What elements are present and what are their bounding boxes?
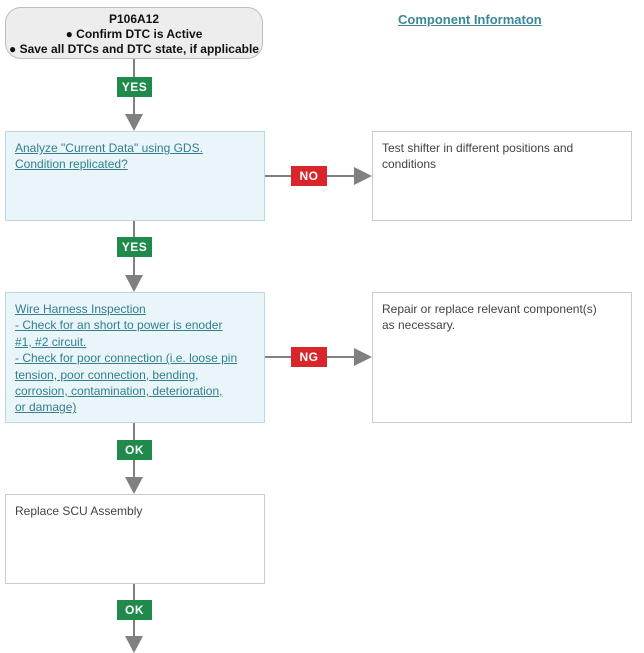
wire-harness-line-4: tension, poor connection, bending, — [15, 367, 199, 382]
confirm-dtc-active-text: ● Confirm DTC is Active — [65, 27, 203, 41]
step-test-shifter — [372, 131, 632, 221]
step-test-shifter-line-2: conditions — [382, 157, 437, 172]
step-analyze-current-data-line-1: Analyze "Current Data" using GDS. — [15, 141, 203, 155]
step-repair-line-1: Repair or replace relevant component(s) — [382, 302, 597, 316]
no-badge-1: NO — [291, 166, 327, 186]
component-information-link[interactable]: Component Informaton — [398, 12, 542, 27]
wire-harness-line-6: or damage) — [15, 400, 77, 415]
save-dtcs-text: ● Save all DTCs and DTC state, if applicable — [9, 42, 259, 56]
arrowhead-to-shifter-test — [354, 167, 372, 185]
yes-badge-2: YES — [117, 237, 152, 257]
arrowhead-to-wire-harness — [125, 275, 143, 292]
wire-harness-line-1: - Check for an short to power is enoder — [15, 318, 223, 333]
wire-harness-title: Wire Harness Inspection — [15, 302, 146, 316]
dtc-code: P106A12 — [108, 12, 160, 26]
arrowhead-down — [125, 636, 143, 653]
arrowhead-to-current-data — [125, 114, 143, 131]
start-node-dtc-check — [5, 7, 263, 59]
step-test-shifter-line-1: Test shifter in different positions and — [382, 141, 574, 155]
ng-badge-1: NG — [291, 347, 327, 367]
wire-harness-line-3: - Check for poor connection (i.e. loose pin — [15, 351, 238, 366]
step-wire-harness-inspection[interactable] — [5, 292, 265, 423]
arrowhead-to-repair — [354, 348, 372, 366]
ok-badge-2: OK — [117, 600, 152, 620]
step-analyze-current-data-line-2: Condition replicated? — [15, 157, 128, 172]
step-repair-replace-component — [372, 292, 632, 423]
yes-badge-1: YES — [117, 77, 152, 97]
ok-badge-1: OK — [117, 440, 152, 460]
step-replace-scu-line-1: Replace SCU Assembly — [15, 504, 143, 518]
wire-harness-line-5: corrosion, contamination, deterioration, — [15, 384, 223, 399]
step-replace-scu-assembly — [5, 494, 265, 584]
arrowhead-to-replace-scu — [125, 477, 143, 494]
step-repair-line-2: as necessary. — [382, 318, 456, 333]
wire-harness-line-2: #1, #2 circuit. — [15, 334, 87, 349]
step-analyze-current-data[interactable] — [5, 131, 265, 221]
